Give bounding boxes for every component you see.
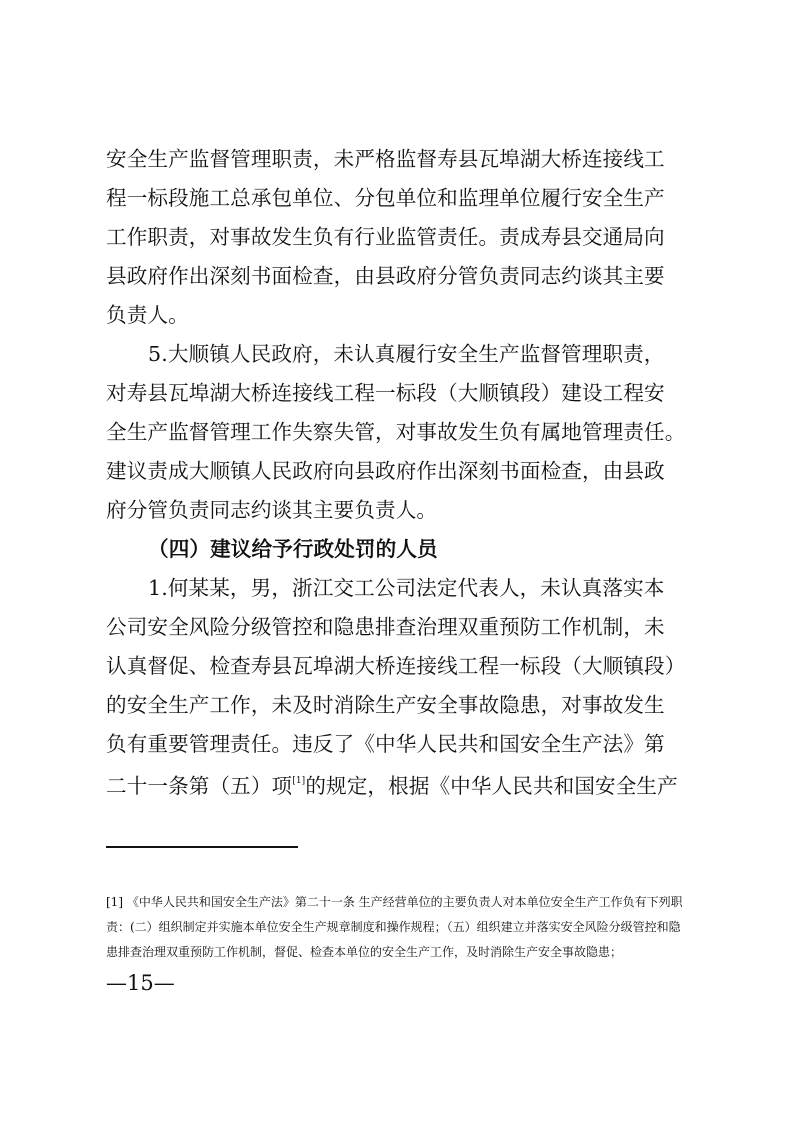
- body-line: 安全生产监督管理职责，未严格监督寿县瓦埠湖大桥连接线工: [106, 147, 665, 171]
- body-line: 对寿县瓦埠湖大桥连接线工程一标段（大顺镇段）建设工程安: [106, 381, 665, 405]
- body-line: 县政府作出深刻书面检查，由县政府分管负责同志约谈其主要: [106, 264, 665, 288]
- body-line: 府分管负责同志约谈其主要负责人。: [106, 498, 438, 522]
- body-line: [106, 768, 678, 801]
- body-line: 负有重要管理责任。违反了《中华人民共和国安全生产法》第: [106, 732, 665, 756]
- footnote-line: [1] 《中华人民共和国安全生产法》第二十一条 生产经营单位的主要负责人对本单位安全生产工作负有下列职: [106, 895, 683, 909]
- body-text: 的规定，根据《中华人民共和国安全生产: [305, 773, 678, 798]
- footnote-line: 患排查治理双重预防工作机制，督促、检查本单位的安全生产工作，及时消除生产安全事故隐患；: [106, 945, 623, 959]
- body-line: 全生产监督管理工作失察失管，对事故发生负有属地管理责任。: [106, 420, 686, 444]
- page-number: —15—: [106, 971, 175, 995]
- body-line: 认真督促、检查寿县瓦埠湖大桥连接线工程一标段（大顺镇段）: [106, 654, 686, 678]
- body-line: 1.何某某，男，浙江交工公司法定代表人，未认真落实本: [148, 576, 665, 600]
- footnote-separator: [106, 846, 298, 848]
- footnote-line: 责：(二）组织制定并实施本单位安全生产规章制度和操作规程；（五）组织建立并落实安全风险分级管控和隐: [106, 920, 681, 934]
- body-line: 公司安全风险分级管控和隐患排查治理双重预防工作机制，未: [106, 615, 665, 639]
- section-heading: （四）建议给予行政处罚的人员: [148, 537, 438, 561]
- body-line: 负责人。: [106, 303, 189, 327]
- body-text: 二十一条第（五）项: [106, 773, 293, 798]
- footnote-reference[interactable]: [1]: [292, 776, 306, 786]
- body-line: 工作职责，对事故发生负有行业监管责任。责成寿县交通局向: [106, 225, 665, 249]
- body-line: 程一标段施工总承包单位、分包单位和监理单位履行安全生产: [106, 186, 665, 210]
- body-line: 5.大顺镇人民政府，未认真履行安全生产监督管理职责，: [148, 342, 665, 366]
- body-line: 建议责成大顺镇人民政府向县政府作出深刻书面检查，由县政: [106, 459, 665, 483]
- body-line: 的安全生产工作，未及时消除生产安全事故隐患，对事故发生: [106, 693, 665, 717]
